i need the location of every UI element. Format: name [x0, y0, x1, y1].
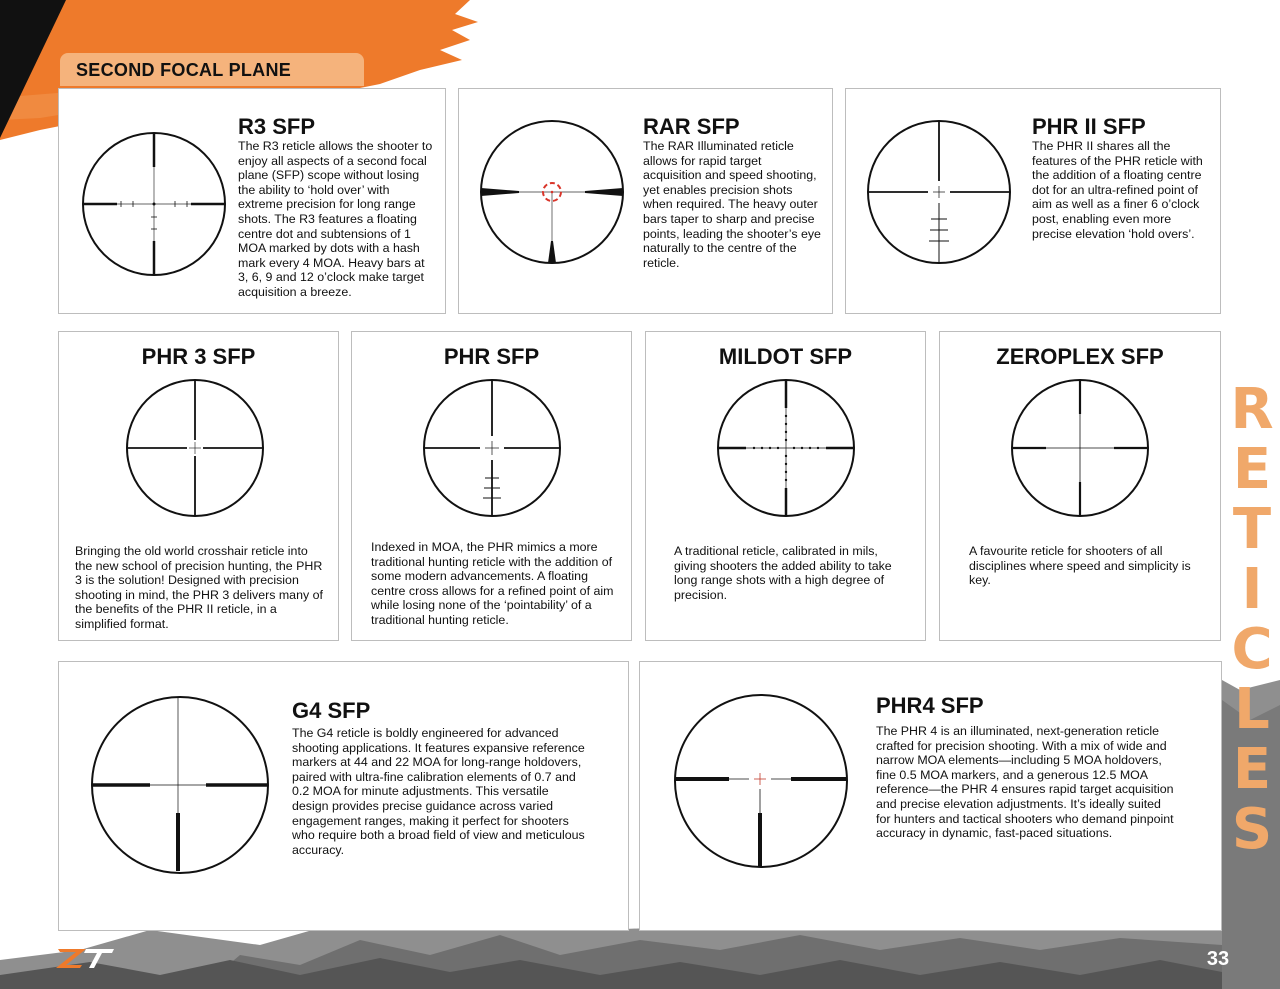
phr-title: PHR SFP: [443, 344, 540, 369]
mildot-reticle: [716, 378, 856, 518]
card-g4: [58, 661, 629, 931]
mildot-description: A traditional reticle, calibrated in mils, giving shooters the added ability to take long range shots with a high degree of precision.: [674, 544, 892, 602]
g4-title: G4 SFP: [292, 698, 371, 723]
g4-description: The G4 reticle is boldly engineered for advanced shooting applications. It features expansive reference markers at 44 and 22 MOA for long-range holdovers, paired with ultra-fine calibration elements of 0.7 and 0.2 MOA for minute adjustments. This versatile design provides precise guidance across varied engagement ranges, making it perfect for shooters who require both a broad field of view and meticulous accuracy.: [292, 726, 585, 857]
side-letter: R: [1230, 377, 1274, 442]
reticles-side-label: [1226, 377, 1278, 862]
zeroplex-description: A favourite reticle for shooters of all disciplines where speed and simplicity is key.: [969, 544, 1191, 588]
phr-reticle: [422, 378, 562, 518]
phr3-reticle: [125, 378, 265, 518]
side-letter: E: [1232, 437, 1272, 502]
card-zeroplex: [939, 331, 1221, 641]
rar-reticle: [479, 119, 625, 265]
card-phr: [351, 331, 632, 641]
side-letter: S: [1231, 797, 1273, 862]
section-title: SECOND FOCAL PLANE: [76, 60, 292, 80]
zeroplex-title: ZEROPLEX SFP: [996, 344, 1164, 369]
section-tab: [60, 53, 364, 86]
card-phr2: [845, 88, 1221, 314]
phr4-title: PHR4 SFP: [876, 693, 984, 718]
phr4-description: The PHR 4 is an illuminated, next-generation reticle crafted for precision shooting. With a mix of wide and narrow MOA elements—including 5 MOA holdovers, fine 0.5 MOA markers, and a generous 12.5 MOA reference—the PHR 4 ensures rapid target acquisition and precise elevation adjustments. It’s ideally suited for hunters and tactical shooters who demand pinpoint accuracy in dynamic, fast-paced situations.: [876, 724, 1174, 841]
card-phr4: [639, 661, 1222, 931]
side-letter: C: [1231, 617, 1273, 682]
phr4-reticle: [673, 693, 849, 869]
phr3-title: PHR 3 SFP: [141, 344, 256, 369]
zt-logo-icon: [56, 946, 116, 970]
side-letter: E: [1232, 737, 1272, 802]
mildot-title: MILDOT SFP: [718, 344, 853, 369]
phr2-description: The PHR II shares all the features of the PHR reticle with the addition of a floating centre dot for an ultra-refined point of aim as well as a finer 6 o’clock post, enabling even more precise elevation ‘hold overs’.: [1032, 139, 1203, 241]
card-r3: [58, 88, 446, 314]
g4-reticle: [90, 695, 270, 875]
side-letter: L: [1234, 677, 1270, 742]
zeroplex-reticle: [1010, 378, 1150, 518]
phr2-title: PHR II SFP: [1032, 114, 1146, 139]
phr3-description: Bringing the old world crosshair reticle into the new school of precision hunting, the PHR 3 is the solution! Designed with precision shooting in mind, the PHR 3 delivers many of the benefits of the PHR II reticle, in a simplified format.: [75, 544, 323, 631]
page-number: 33: [1206, 948, 1230, 970]
r3-description: The R3 reticle allows the shooter to enjoy all aspects of a second focal plane (SFP) scope without losing the ability to ‘hold over’ with extreme precision for long range shots. The R3 features a floating centre dot and subtensions of 1 MOA marked by dots with a hash mark every 4 MOA. Heavy bars at 3, 6, 9 and 12 o’clock make target acquisition a breeze.: [238, 139, 433, 299]
card-mildot: [645, 331, 926, 641]
rar-description: The RAR Illuminated reticle allows for rapid target acquisition and speed shooting, yet enables precision shots when required. The heavy outer bars taper to sharp and precise points, leading the shooter’s eye naturally to the centre of the reticle.: [643, 139, 821, 270]
r3-title: R3 SFP: [238, 114, 316, 139]
phr2-reticle: [866, 119, 1012, 265]
card-phr3: [58, 331, 339, 641]
phr-description: Indexed in MOA, the PHR mimics a more traditional hunting reticle with the addition of some modern advancements. A floating centre cross allows for a refined point of aim while losing none of the ‘pointability’ of a traditional hunting reticle.: [371, 540, 614, 627]
r3-reticle: [81, 131, 227, 277]
side-letter: T: [1232, 497, 1272, 562]
rar-title: RAR SFP: [643, 114, 740, 139]
card-rar: [458, 88, 833, 314]
side-letter: I: [1241, 557, 1263, 622]
